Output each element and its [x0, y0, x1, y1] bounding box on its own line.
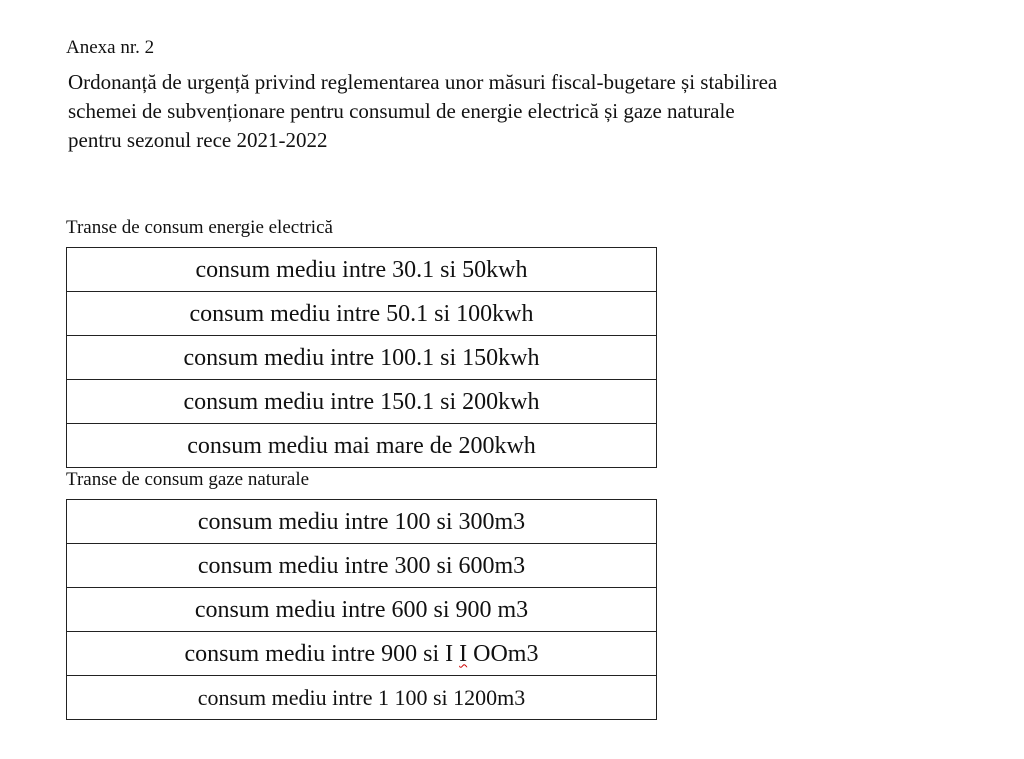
document-title	[68, 68, 968, 155]
gas-band-text-end: OOm3	[467, 640, 539, 667]
gas-bands-heading: Transe de consum gaze naturale	[66, 469, 310, 490]
table-row	[67, 544, 657, 588]
document-title-line: pentru sezonul rece 2021-2022	[68, 128, 328, 152]
gas-band-cell: consum mediu intre 600 si 900 m3	[67, 588, 657, 632]
table-row	[67, 676, 657, 720]
table-row	[67, 380, 657, 424]
spellcheck-flagged-word[interactable]: I	[459, 640, 468, 667]
document-title-line: schemei de subvenționare pentru consumul de energie electrică și gaze naturale	[68, 99, 735, 123]
gas-band-text-start: consum mediu intre 900 si I	[184, 640, 460, 667]
table-row	[67, 336, 657, 380]
gas-band-cell: consum mediu intre 300 si 600m3	[67, 544, 657, 588]
table-row	[67, 500, 657, 544]
electricity-band-cell: consum mediu intre 150.1 si 200kwh	[67, 380, 657, 424]
electricity-band-cell: consum mediu intre 30.1 si 50kwh	[67, 248, 657, 292]
electricity-band-cell: consum mediu intre 50.1 si 100kwh	[67, 292, 657, 336]
electricity-bands-table	[66, 247, 657, 468]
document-title-line: Ordonanță de urgență privind reglementarea unor măsuri fiscal-bugetare și stabilirea	[68, 70, 778, 94]
gas-band-cell: consum mediu intre 100 si 300m3	[67, 500, 657, 544]
electricity-bands-heading: Transe de consum energie electrică	[66, 217, 333, 238]
table-row	[67, 632, 657, 676]
gas-band-cell: consum mediu intre 1 100 si 1200m3	[67, 676, 657, 720]
gas-band-cell	[67, 632, 657, 676]
annex-label: Anexa nr. 2	[66, 37, 155, 58]
table-row	[67, 292, 657, 336]
table-row	[67, 588, 657, 632]
electricity-band-cell: consum mediu mai mare de 200kwh	[67, 424, 657, 468]
gas-bands-table	[66, 499, 657, 720]
table-row	[67, 248, 657, 292]
electricity-band-cell: consum mediu intre 100.1 si 150kwh	[67, 336, 657, 380]
table-row	[67, 424, 657, 468]
